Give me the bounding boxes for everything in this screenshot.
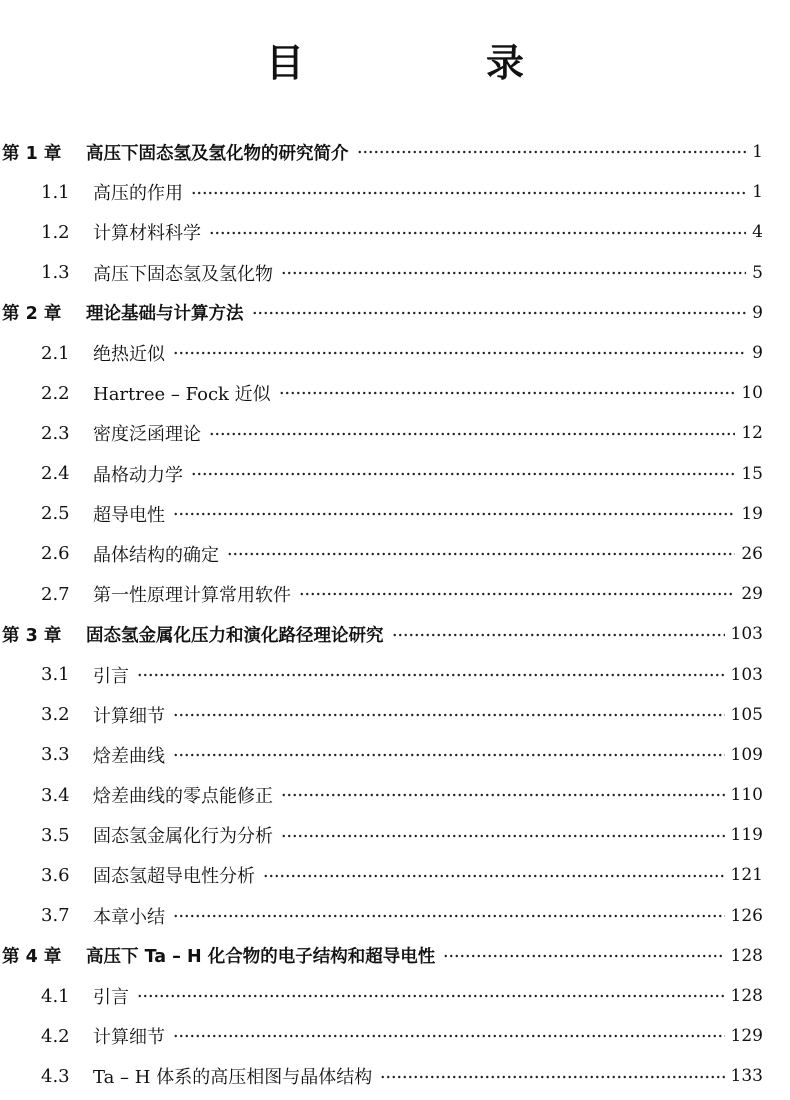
chapter-number: 第 2 章: [2, 304, 62, 325]
page-number: 9: [752, 343, 763, 364]
toc-section-entry[interactable]: [0, 896, 790, 936]
dot-leader: [191, 183, 746, 201]
section-number: 4.1: [41, 985, 70, 1007]
chapter-number: 第 3 章: [2, 625, 62, 646]
dot-leader: [173, 344, 746, 362]
section-number: 2.6: [41, 543, 70, 565]
page-number: 133: [730, 1066, 763, 1087]
section-number: 2.5: [41, 503, 70, 525]
section-number: 1.2: [41, 221, 70, 243]
dot-leader: [299, 585, 735, 603]
page-number: 105: [730, 704, 763, 725]
page-title: 目 录: [265, 41, 596, 85]
section-title: 焓差曲线: [93, 745, 165, 767]
section-title: 高压下固态氢及氢化物: [93, 263, 273, 285]
page-number: 4: [752, 222, 763, 243]
section-number: 3.7: [41, 905, 70, 927]
page-number: 110: [730, 785, 763, 806]
dot-leader: [252, 304, 747, 322]
toc-section-entry[interactable]: [0, 333, 790, 373]
section-title: 本章小结: [93, 906, 165, 928]
toc-section-entry[interactable]: [0, 976, 790, 1016]
section-title: 计算材料科学: [93, 223, 201, 245]
dot-leader: [380, 1067, 724, 1085]
section-title: Hartree – Fock 近似: [93, 384, 271, 406]
chapter-title: 固态氢金属化压力和演化路径理论研究: [86, 625, 384, 646]
page-number: 1: [752, 182, 763, 203]
section-number: 4.3: [41, 1065, 70, 1087]
dot-leader: [279, 384, 736, 402]
toc-chapter-entry[interactable]: [0, 132, 790, 172]
dot-leader: [392, 626, 725, 644]
toc-section-entry[interactable]: [0, 695, 790, 735]
section-number: 3.3: [41, 744, 70, 766]
section-number: 1.3: [41, 262, 70, 284]
toc-section-entry[interactable]: [0, 654, 790, 694]
dot-leader: [173, 1027, 725, 1045]
toc-section-entry[interactable]: [0, 815, 790, 855]
section-title: 计算细节: [93, 1027, 165, 1049]
page-number: 19: [741, 503, 763, 524]
page-number: 1: [752, 142, 763, 163]
section-title: 固态氢超导电性分析: [93, 866, 255, 888]
section-title: 引言: [93, 665, 129, 687]
page-number: 5: [752, 262, 763, 283]
toc-section-entry[interactable]: [0, 855, 790, 895]
toc-section-entry[interactable]: [0, 494, 790, 534]
section-number: 3.5: [41, 824, 70, 846]
toc-section-entry[interactable]: [0, 1016, 790, 1056]
page-number: 128: [730, 945, 763, 966]
chapter-title: 高压下固态氢及氢化物的研究简介: [86, 143, 349, 164]
dot-leader: [227, 545, 735, 563]
dot-leader: [281, 826, 725, 844]
section-number: 3.6: [41, 864, 70, 886]
toc-section-entry[interactable]: [0, 775, 790, 815]
page-number: 10: [741, 383, 763, 404]
section-title: 固态氢金属化行为分析: [93, 826, 273, 848]
toc-section-entry[interactable]: [0, 413, 790, 453]
section-number: 2.2: [41, 382, 70, 404]
dot-leader: [137, 987, 725, 1005]
chapter-number: 第 4 章: [2, 947, 62, 968]
dot-leader: [357, 143, 747, 161]
section-number: 4.2: [41, 1025, 70, 1047]
toc-section-entry[interactable]: [0, 373, 790, 413]
page-number: 103: [730, 664, 763, 685]
toc-chapter-entry[interactable]: [0, 614, 790, 654]
toc-section-entry[interactable]: [0, 735, 790, 775]
section-number: 3.2: [41, 704, 70, 726]
section-number: 2.1: [41, 342, 70, 364]
page-number: 126: [730, 905, 763, 926]
chapter-title: 高压下 Ta – H 化合物的电子结构和超导电性: [86, 947, 436, 968]
toc-chapter-entry[interactable]: [0, 936, 790, 976]
page-number: 9: [752, 302, 763, 323]
dot-leader: [281, 264, 746, 282]
dot-leader: [443, 947, 724, 965]
section-title: 引言: [93, 987, 129, 1009]
section-title: 第一性原理计算常用软件: [93, 585, 291, 607]
section-title: 密度泛函理论: [93, 424, 201, 446]
toc-section-entry[interactable]: [0, 1056, 790, 1096]
page-number: 129: [730, 1026, 763, 1047]
toc-section-entry[interactable]: [0, 534, 790, 574]
chapter-number: 第 1 章: [2, 143, 62, 164]
section-number: 2.3: [41, 422, 70, 444]
section-number: 1.1: [41, 181, 70, 203]
table-of-contents: [0, 132, 790, 1097]
page-number: 109: [730, 744, 763, 765]
toc-section-entry[interactable]: [0, 172, 790, 212]
dot-leader: [173, 505, 735, 523]
page-number: 26: [741, 543, 763, 564]
toc-section-entry[interactable]: [0, 212, 790, 252]
section-number: 2.7: [41, 583, 70, 605]
toc-section-entry[interactable]: [0, 574, 790, 614]
page-number: 119: [730, 825, 763, 846]
dot-leader: [209, 424, 735, 442]
dot-leader: [137, 666, 725, 684]
section-number: 3.1: [41, 664, 70, 686]
section-title: 焓差曲线的零点能修正: [93, 786, 273, 808]
dot-leader: [173, 706, 725, 724]
dot-leader: [173, 907, 725, 925]
dot-leader: [173, 746, 725, 764]
dot-leader: [209, 223, 746, 241]
dot-leader: [281, 786, 725, 804]
page-number: 103: [730, 624, 763, 645]
section-title: 晶体结构的确定: [93, 544, 219, 566]
section-number: 2.4: [41, 463, 70, 485]
page-number: 12: [741, 423, 763, 444]
section-title: 计算细节: [93, 705, 165, 727]
toc-section-entry[interactable]: [0, 454, 790, 494]
page-number: 29: [741, 584, 763, 605]
toc-section-entry[interactable]: [0, 253, 790, 293]
section-title: 超导电性: [93, 504, 165, 526]
section-title: 晶格动力学: [93, 464, 183, 486]
section-title: Ta – H 体系的高压相图与晶体结构: [93, 1067, 373, 1089]
section-title: 高压的作用: [93, 183, 183, 205]
dot-leader: [263, 866, 725, 884]
dot-leader: [191, 465, 735, 483]
chapter-title: 理论基础与计算方法: [86, 304, 244, 325]
page-number: 15: [741, 463, 763, 484]
page-number: 121: [730, 865, 763, 886]
toc-chapter-entry[interactable]: [0, 293, 790, 333]
section-number: 3.4: [41, 784, 70, 806]
page-number: 128: [730, 986, 763, 1007]
section-title: 绝热近似: [93, 344, 165, 366]
